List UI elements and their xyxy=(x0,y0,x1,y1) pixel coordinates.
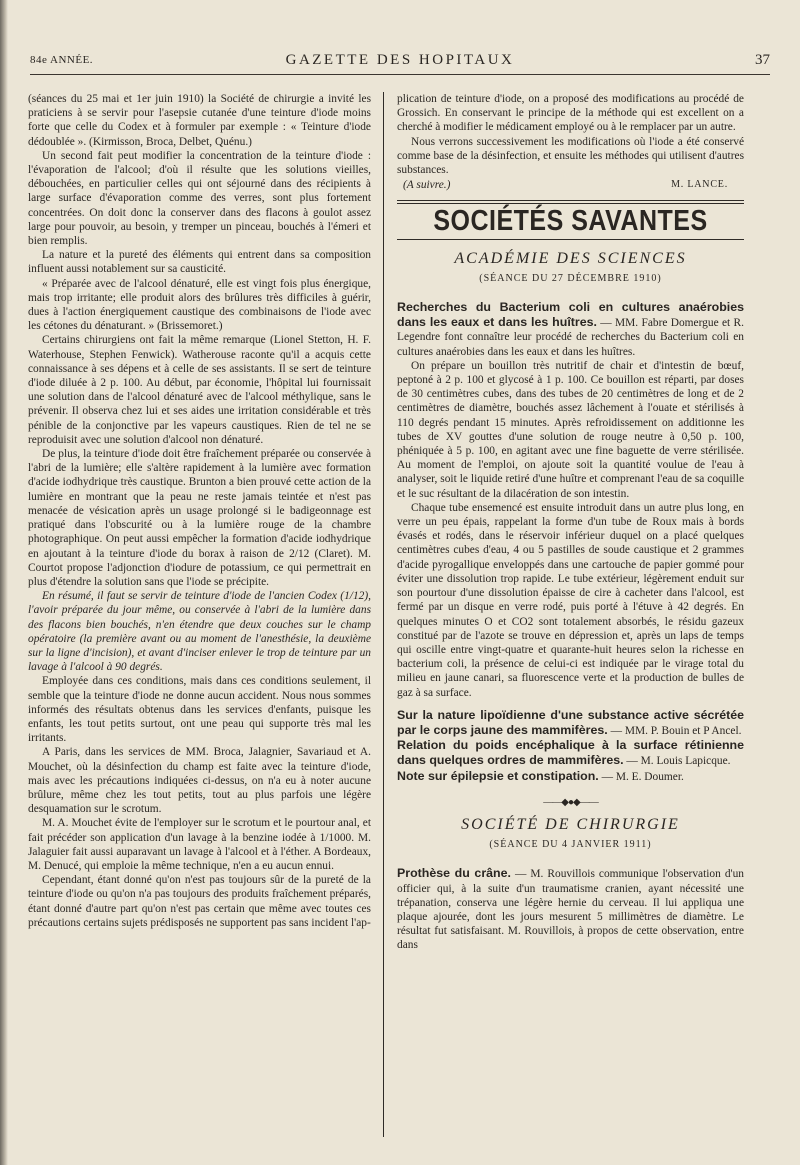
seance-date: (SÉANCE DU 4 JANVIER 1911) xyxy=(489,839,652,851)
article-title: Note sur épilepsie et constipation. xyxy=(397,768,599,783)
article-entry xyxy=(397,769,744,784)
paragraph: Cependant, étant donné qu'on n'est pas toujours sûr de la pureté de la teinture d'iode ou qu'on n'a pas toujours des produits fraîchement préparés, étant donné d'autre part qu'on n'est pas certain que même avec toutes ces précautions certains sujets prédisposés ne supportent pas sans incident l'ap- xyxy=(28,874,371,929)
paragraph: Nous verrons successivement les modifications où l'iode a été conservé comme base de la désinfection, et ensuite les méthodes qui utilisent d'autres substances. xyxy=(397,135,744,177)
paragraph: (séances du 25 mai et 1er juin 1910) la Société de chirurgie a invité les praticiens à se servir pour l'asepsie cutanée d'une teinture d'iode moins forte que celle du Codex et à formuler par exemple : « Teinture d'iode dédoublée ». (Kirmisson, Broca, Delbet, Quénu.) xyxy=(28,93,371,148)
page-number: 37 xyxy=(755,52,770,68)
paragraph: On prépare un bouillon très nutritif de chair et d'intestin de bœuf, peptoné à 2 p. 100 et glycosé à 1 p. 100. Ce bouillon est réparti, par doses de 30 centimètres cubes, dans des tubes de 20 centimètres de long et de 2 centimètres de diamètre, bouchés assez lâchement à l'ouate et stérilisés à 110 degrés pendant 15 minutes. Après refroidissement on additionne les tubes de XV gouttes d'une solution de rouge neutre à 0,50 p. 100, phéniquée à 5 p. 100, en agitant avec une fine baguette de verre stérilisée. Au moment de l'emploi, on ajoute soit la quantité voulue de l'eau à analyser, soit le liquide retiré d'une huître et comprenant l'eau de sa coquille et le suc résultant de la dilacération de son intestin. xyxy=(397,359,744,500)
left-column xyxy=(28,92,371,930)
article-title: Prothèse du crâne. xyxy=(397,866,511,881)
section-rule xyxy=(397,200,744,204)
section-rule xyxy=(397,239,744,240)
header-year: 84e ANNÉE. xyxy=(30,54,94,66)
paragraph: Employée dans ces conditions, mais dans ces conditions seulement, il semble que la teinture d'iode ne donne aucun accident. Nous nous sommes informés des résultats obtenus dans les services d'enfants, puisque les enfants, les tout petits surtout, ont une peau qui supporte très mal les irritants. xyxy=(28,675,371,745)
society-heading: SOCIÉTÉ DE CHIRURGIE xyxy=(461,815,680,833)
column-divider xyxy=(383,92,384,1137)
article-authors: — MM. P. Bouin et P Ancel. xyxy=(607,724,742,737)
paragraph: La nature et la pureté des éléments qui entrent dans sa composition influent aussi notablement sur sa causticité. xyxy=(28,249,371,276)
page-binding-edge xyxy=(0,0,8,1165)
article-entry xyxy=(397,866,744,952)
summary-paragraph: En résumé, il faut se servir de teinture d'iode de l'ancien Codex (1/12), l'avoir préparée du jour même, ou conservée à l'abri de la lumière dans des flacons bien bouchés, n'en étendre que deux couches sur le champ opératoire (la première avant ou au moment de l'anesthésie, la deuxième sur la ligne d'incision), et avant d'inciser enlever le trop de teinture par un lavage à l'alcool à 90 degrés. xyxy=(28,590,371,674)
paragraph: De plus, la teinture d'iode doit être fraîchement préparée ou conservée à l'abri de la lumière; elle s'altère rapidement à la lumière avec formation d'acide iodhydrique très caustique. Brunton a bien prouvé cette action de la lumière en montrant que la peau ne reste jamais teintée et n'est pas menacée de vésication après un usage prolongé si le badigeonnage est pratiqué dans l'obscurité ou à la lumière rouge de la chambre photographique. On peut aussi empêcher la formation d'acide iodhydrique en ajoutant à la teinture d'iode du borax à raison de 2/12 (Claret). M. Courtot propose l'adjonction d'iodure de potassium, ce qui permettrait en plus d'étendre la solution sans que l'iode se précipite. xyxy=(28,448,371,588)
right-column xyxy=(397,92,744,953)
article-title: Relation du poids encéphalique à la surface rétinienne dans quelques ordres de mammifères. xyxy=(397,738,744,768)
article-entry xyxy=(397,708,744,738)
article-authors: — M. Louis Lapicque. xyxy=(623,755,731,768)
author-signature: M. LANCE. xyxy=(671,179,728,191)
article-entry xyxy=(397,738,744,768)
paragraph: A Paris, dans les services de MM. Broca, Jalagnier, Savariaud et A. Mouchet, où la désinfection du champ est faite avec la teinture d'iode, mais avec les précautions indiquées ci-dessus, on n'a eu à noter aucune brûlure, même chez les tout petits, tout au plus parfois une légère desquamation sur le scrotum. xyxy=(28,746,371,816)
paragraph: M. A. Mouchet évite de l'employer sur le scrotum et le pourtour anal, et fait précéder son application d'un lavage à la benzine iodée à 1/1000. M. Jalaguier fait aussi auparavant un lavage à l'alcool et à l'éther. A Bordeaux, M. Denucé, qui emploie la même technique, n'en a eu aucun ennui. xyxy=(28,817,371,872)
article-intro xyxy=(397,300,744,359)
header-title: GAZETTE DES HOPITAUX xyxy=(285,52,515,68)
society-heading: ACADÉMIE DES SCIENCES xyxy=(454,249,687,267)
article-title: Sur la nature lipoïdienne d'une substance active sécrétée par le corps jaune des mammifères. xyxy=(397,707,744,737)
to-be-continued: (A suivre.) xyxy=(403,179,451,192)
paragraph: plication de teinture d'iode, on a proposé des modifications au procédé de Grossich. En conservant le principe de la méthode qui est excellent on a cherché à modifier le médicament employé ou à le remplacer par un autre. xyxy=(397,93,744,134)
seance-date: (SÉANCE DU 27 DÉCEMBRE 1910) xyxy=(479,272,662,284)
paragraph: Certains chirurgiens ont fait la même remarque (Lionel Stetton, H. F. Waterhouse, Stephen Fenwick). Watherouse raconte qu'il a acquis cette connaissance à ses dépens et à celle de ses assistants. Il se sert de teinture d'iode diluée à 2 p. 100. Au début, par économie, l'hôpital lui fournissait une solution dans de l'alcool dénaturé avec de l'alcool méthylique, sans le prévenir. Il observa chez lui et ses aides une irritation considérable et très pénible de la conjonctive par les vapeurs caustiques. Rien de tel ne se reproduisit avec une solution d'alcool non dénaturé. xyxy=(28,334,371,446)
ornament-divider: ——◆●◆—— xyxy=(543,796,598,808)
article-body: — M. Rouvillois communique l'observation d'un officier qui, à la suite d'un traumatisme cranien, ayant nécessité une trépanation, conserva une légère hernie du cerveau. Il lui appliqua une plaque ajourée, dont les jours mesurent 5 millimètres de diamètre. Le résultat fut satisfaisant. M. Rouvillois, à propos de cette observation, entre dans xyxy=(397,868,744,952)
article-authors: — M. E. Doumer. xyxy=(598,770,684,783)
paragraph: « Préparée avec de l'alcool dénaturé, elle est vingt fois plus énergique, mais trop irritante; elle produit alors des brûlures très difficiles à guérir, dues à l'action énergiquement caustique des combinaisons de l'iode avec les cétones du dénaturant. » (Brissemoret.) xyxy=(28,277,371,333)
paragraph: Un second fait peut modifier la concentration de la teinture d'iode : l'évaporation de l'alcool; d'où il résulte que les solutions vieilles, débouchées, en particulier celles qui ont séjourné dans des récipients à large surface d'évaporation comme des verres, sont plus fortement concentrées. On doit donc la conserver dans des flacons à goulot assez large pour pouvoir, au besoin, y tremper un pinceau, bouchés à l'émeri et bien remplis. xyxy=(28,149,371,248)
article-signature xyxy=(397,178,744,192)
article-title: Recherches du Bacterium coli en cultures anaérobies dans les eaux et dans les huîtres. xyxy=(397,300,744,330)
page-header xyxy=(30,52,770,75)
paragraph: Chaque tube ensemencé est ensuite introduit dans un autre plus long, en verre un peu épais, rappelant la forme d'un tube de Roux mais à bords évasés et rodés, dans le réservoir inférieur duquel on a placé quelques centimètres cubes d'eau, 4 ou 5 pastilles de soude caustique et 2 grammes d'acide pyrogallique enveloppés dans une cartouche de papier gommé pour éviter une dissolution trop rapide. Le tube extérieur, légèrement enduit sur son pourtour d'une dissolution épaisse de cire à cacheter dans l'alcool, est fermé par un disque en verre rodé, puis porté à l'étuve à 42 degrés. En quelques minutes O et CO2 sont totalement absorbés, le résidu gazeux constitué par de l'azote se trouve en dépression et, après un laps de temps qui oscille entre vingt-quatre et quarante-huit heures selon la richesse en bacterium coli, la présence de celui-ci est indiquée par le virage total du milieu en jaune canari, sa fluorescence verte et la production de bulles de gaz à sa surface. xyxy=(397,501,744,699)
section-title: SOCIÉTÉS SAVANTES xyxy=(433,205,708,238)
article-authors: — MM. Fabre Domergue et R. Legendre font connaître leur procédé de recherches du Bacterium coli en cultures anaérobies dans les eaux et dans les huîtres. xyxy=(397,317,744,358)
